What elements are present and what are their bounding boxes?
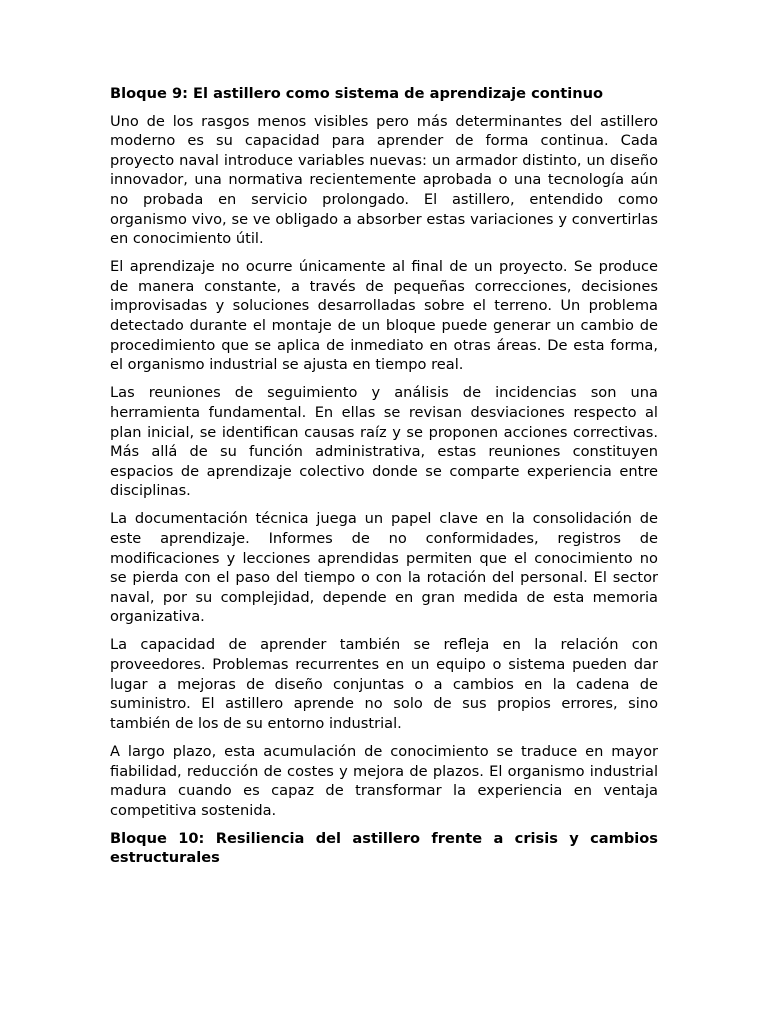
- paragraph-1: Uno de los rasgos menos visibles pero más determinantes del astillero moderno es su capacidad para aprender de forma continua. Cada proyecto naval introduce variables nuevas: un armador distinto, un diseño innovador, una normativa recientemente aprobada o una tecnología aún no probada en servicio prolongado. El astillero, entendido como organismo vivo, se ve obligado a absorber estas variaciones y convertirlas en conocimiento útil.: [110, 112, 658, 248]
- section-heading-bloque-10: Bloque 10: Resiliencia del astillero frente a crisis y cambios estructurales: [110, 829, 658, 867]
- paragraph-3: Las reuniones de seguimiento y análisis de incidencias son una herramienta fundamental. En ellas se revisan desviaciones respecto al plan inicial, se identifican causas raíz y se proponen acciones correctivas. Más allá de su función administrativa, estas reuniones constituyen espacios de aprendizaje colectivo donde se comparte experiencia entre disciplinas.: [110, 384, 658, 500]
- paragraph-4: La documentación técnica juega un papel clave en la consolidación de este aprendizaje. Informes de no conformidades, registros de modificaciones y lecciones aprendidas permiten que el conocimiento no se pierda con el paso del tiempo o con la rotación del personal. El sector naval, por su complejidad, depende en gran medida de esta memoria organizativa.: [110, 510, 658, 626]
- paragraph-6: A largo plazo, esta acumulación de conocimiento se traduce en mayor fiabilidad, reducción de costes y mejora de plazos. El organismo industrial madura cuando es capaz de transformar la experiencia en ventaja competitiva sostenida.: [110, 742, 658, 819]
- paragraph-5: La capacidad de aprender también se refleja en la relación con proveedores. Problemas recurrentes en un equipo o sistema pueden dar lugar a mejoras de diseño conjuntas o a cambios en la cadena de suministro. El astillero aprende no solo de sus propios errores, sino también de los de su entorno industrial.: [110, 636, 658, 732]
- section-heading-bloque-9: Bloque 9: El astillero como sistema de aprendizaje continuo: [110, 85, 604, 102]
- paragraph-2: El aprendizaje no ocurre únicamente al final de un proyecto. Se produce de manera constante, a través de pequeñas correcciones, decisiones improvisadas y soluciones desarrolladas sobre el terreno. Un problema detectado durante el montaje de un bloque puede generar un cambio de procedimiento que se aplica de inmediato en otras áreas. De esta forma, el organismo industrial se ajusta en tiempo real.: [110, 258, 658, 374]
- document-body: [110, 84, 658, 876]
